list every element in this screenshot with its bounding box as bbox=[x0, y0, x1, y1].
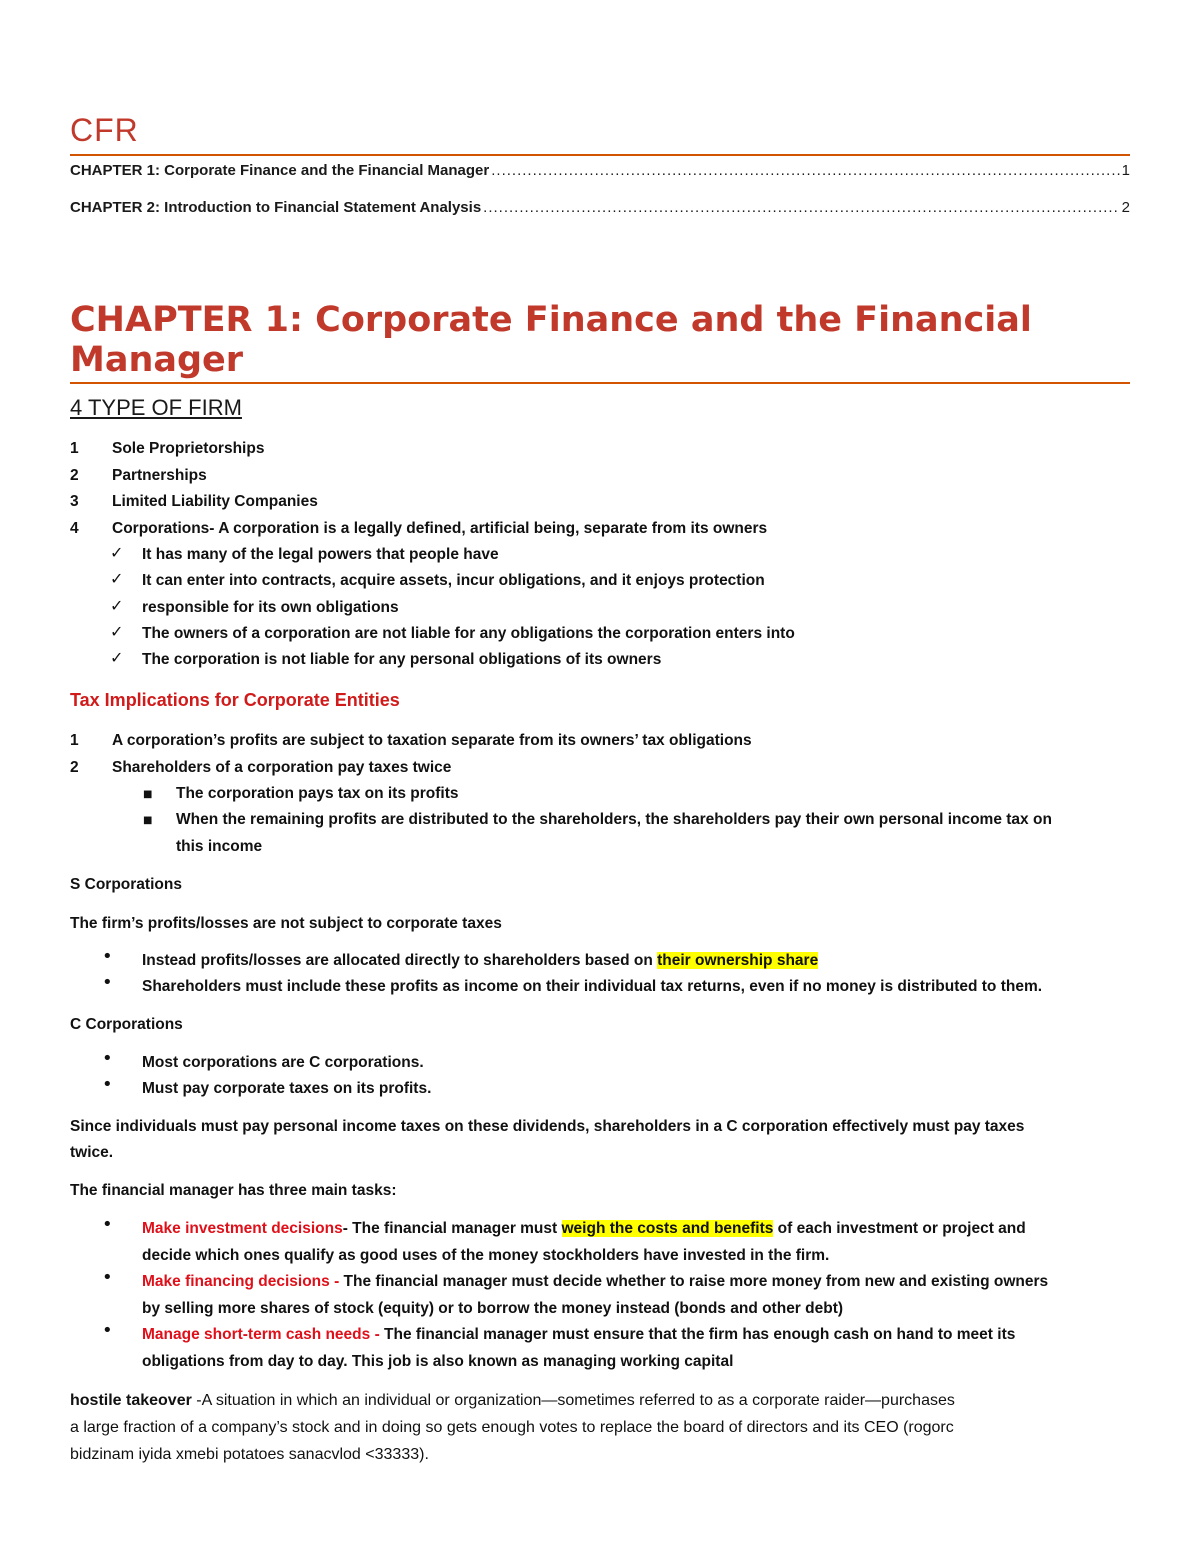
bullet-icon: • bbox=[102, 972, 113, 993]
square-bullet-icon: ■ bbox=[143, 815, 153, 826]
sub-item: The corporation pays tax on its profits bbox=[176, 785, 459, 802]
takeover-line-1 bbox=[70, 1388, 955, 1414]
checkmark-icon: ✓ bbox=[110, 622, 124, 641]
check-item: It has many of the legal powers that people have bbox=[142, 546, 499, 563]
checkmark-icon: ✓ bbox=[110, 569, 124, 588]
list-item: Partnerships bbox=[112, 467, 207, 484]
task-label: Manage short-term cash needs - bbox=[142, 1326, 385, 1343]
title-rule bbox=[70, 154, 1130, 156]
sub-item-continued: this income bbox=[176, 838, 263, 855]
bullet-icon: • bbox=[102, 1267, 113, 1288]
list-item: Corporations- A corporation is a legally defined, artificial being, separate from its owners bbox=[112, 520, 768, 537]
types-heading: 4 TYPE OF FIRM bbox=[70, 395, 242, 420]
list-number: 3 bbox=[70, 493, 79, 510]
bullet-icon: • bbox=[102, 1074, 113, 1095]
term: hostile takeover bbox=[70, 1392, 192, 1409]
fm-task-1-continued: decide which ones qualify as good uses of the money stockholders have invested in the firm. bbox=[142, 1247, 830, 1264]
fm-task-2-continued: by selling more shares of stock (equity) or to borrow the money instead (bonds and other debt) bbox=[142, 1300, 844, 1317]
definition-text: -A situation in which an individual or organization—sometimes referred to as a corporate raider—purchases bbox=[191, 1392, 955, 1409]
square-bullet-icon: ■ bbox=[143, 789, 153, 800]
check-item: responsible for its own obligations bbox=[142, 599, 399, 616]
list-number: 4 bbox=[70, 520, 79, 537]
takeover-line-2: a large fraction of a company’s stock and in doing so gets enough votes to replace the board of directors and its CEO (rogorc bbox=[70, 1419, 954, 1436]
toc-entry-text: CHAPTER 2: Introduction to Financial Statement Analysis bbox=[70, 199, 482, 216]
task-label: Make investment decisions bbox=[142, 1220, 343, 1237]
highlighted-text: their ownership share bbox=[657, 952, 819, 969]
toc-entry-text: CHAPTER 1: Corporate Finance and the Financial Manager bbox=[70, 162, 490, 179]
toc-leader bbox=[491, 162, 1119, 179]
s-corp-bullet-2: Shareholders must include these profits as income on their individual tax returns, even if no money is distributed to them. bbox=[142, 978, 1043, 995]
bullet-text: Instead profits/losses are allocated directly to shareholders based on bbox=[142, 952, 658, 969]
chapter-rule bbox=[70, 382, 1130, 384]
list-number: 1 bbox=[70, 732, 79, 749]
s-corp-intro: The firm’s profits/losses are not subject to corporate taxes bbox=[70, 915, 502, 932]
list-item: Shareholders of a corporation pay taxes twice bbox=[112, 759, 452, 776]
toc-page-number: 2 bbox=[1121, 199, 1130, 216]
list-number: 2 bbox=[70, 759, 79, 776]
check-item: The corporation is not liable for any personal obligations of its owners bbox=[142, 651, 662, 668]
fm-task-1 bbox=[142, 1216, 1026, 1242]
list-number: 2 bbox=[70, 467, 79, 484]
fm-task-3 bbox=[142, 1322, 1015, 1348]
toc-leader bbox=[483, 199, 1119, 216]
checkmark-icon: ✓ bbox=[110, 596, 124, 615]
sub-item: When the remaining profits are distributed to the shareholders, the shareholders pay their own personal income tax on bbox=[176, 811, 1052, 828]
chapter-heading: CHAPTER 1: Corporate Finance and the Financial Manager bbox=[70, 300, 1032, 380]
task-label: Make financing decisions - bbox=[142, 1273, 344, 1290]
toc-entry-2[interactable] bbox=[70, 199, 1130, 216]
bullet-icon: • bbox=[102, 1320, 113, 1341]
toc-page-number: 1 bbox=[1121, 162, 1130, 179]
list-item: Sole Proprietorships bbox=[112, 440, 265, 457]
c-corp-bullet-1: Most corporations are C corporations. bbox=[142, 1054, 424, 1071]
fm-task-2 bbox=[142, 1269, 1048, 1295]
since-text-line-2: twice. bbox=[70, 1144, 114, 1161]
task-text: of each investment or project and bbox=[773, 1220, 1026, 1237]
highlighted-text: weigh the costs and benefits bbox=[561, 1220, 774, 1237]
task-text: The financial manager must ensure that the firm has enough cash on hand to meet its bbox=[384, 1326, 1016, 1343]
task-text: - The financial manager must bbox=[342, 1220, 562, 1237]
bullet-icon: • bbox=[102, 1048, 113, 1069]
checkmark-icon: ✓ bbox=[110, 648, 124, 667]
s-corp-bullet-1 bbox=[142, 948, 818, 974]
checkmark-icon: ✓ bbox=[110, 543, 124, 562]
s-corp-heading: S Corporations bbox=[70, 876, 182, 893]
since-text-line-1: Since individuals must pay personal income taxes on these dividends, shareholders in a C corporation effectively must pay taxes bbox=[70, 1118, 1025, 1135]
task-text: The financial manager must decide whether to raise more money from new and existing owners bbox=[343, 1273, 1049, 1290]
fm-intro: The financial manager has three main tasks: bbox=[70, 1182, 397, 1199]
list-item: A corporation’s profits are subject to taxation separate from its owners’ tax obligations bbox=[112, 732, 752, 749]
list-item: Limited Liability Companies bbox=[112, 493, 318, 510]
check-item: It can enter into contracts, acquire assets, incur obligations, and it enjoys protection bbox=[142, 572, 765, 589]
c-corp-heading: C Corporations bbox=[70, 1016, 183, 1033]
tax-heading: Tax Implications for Corporate Entities bbox=[70, 690, 400, 710]
list-number: 1 bbox=[70, 440, 79, 457]
check-item: The owners of a corporation are not liable for any obligations the corporation enters into bbox=[142, 625, 795, 642]
bullet-icon: • bbox=[102, 1214, 113, 1235]
c-corp-bullet-2: Must pay corporate taxes on its profits. bbox=[142, 1080, 432, 1097]
takeover-line-3: bidzinam iyida xmebi potatoes sanacvlod <33333). bbox=[70, 1446, 429, 1463]
fm-task-3-continued: obligations from day to day. This job is also known as managing working capital bbox=[142, 1353, 734, 1370]
bullet-icon: • bbox=[102, 946, 113, 967]
toc-entry-1[interactable] bbox=[70, 162, 1130, 179]
document-title: CFR bbox=[70, 112, 139, 148]
